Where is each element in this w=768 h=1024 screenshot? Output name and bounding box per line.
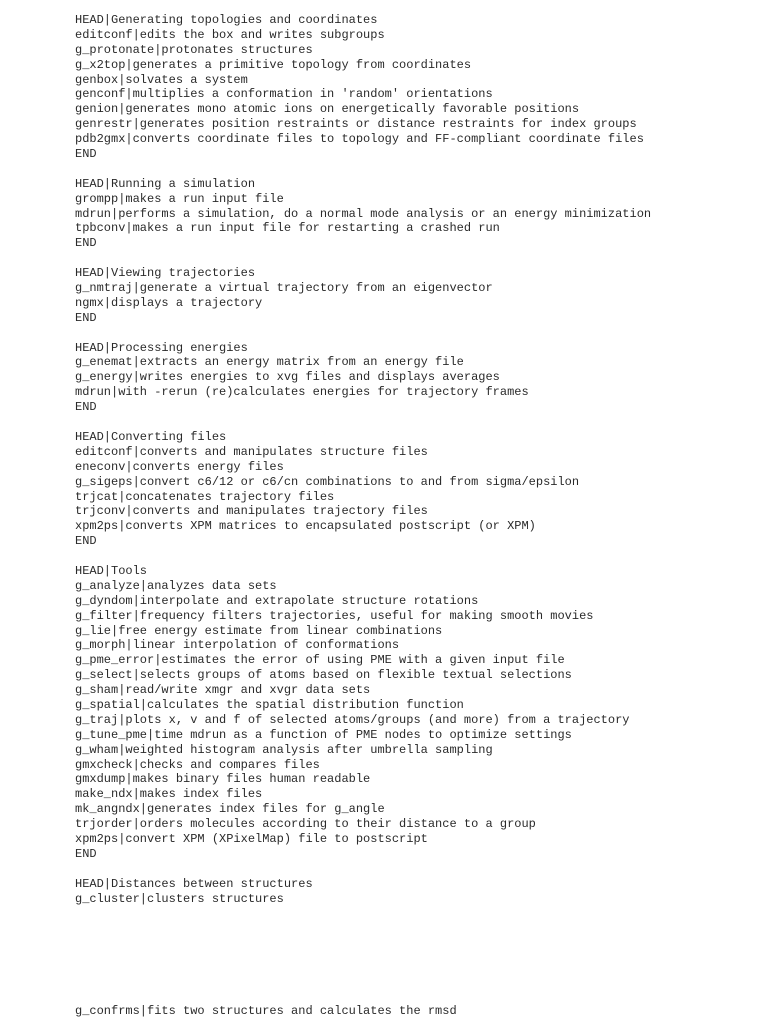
- program-entry: mdrun|performs a simulation, do a normal mode analysis or an energy minimization: [75, 206, 652, 221]
- section-header: HEAD|Running a simulation: [75, 176, 256, 191]
- program-entry: gmxcheck|checks and compares files: [75, 757, 320, 772]
- section-header: HEAD|Tools: [75, 563, 148, 578]
- section-end: END: [75, 310, 97, 325]
- program-entry: g_nmtraj|generate a virtual trajectory from an eigenvector: [75, 281, 493, 296]
- program-entry: g_traj|plots x, v and f of selected atoms/groups (and more) from a trajectory: [75, 712, 630, 727]
- section-continued: [75, 1004, 755, 1019]
- program-entry: g_analyze|analyzes data sets: [75, 578, 277, 593]
- program-entry: xpm2ps|convert XPM (XPixelMap) file to postscript: [75, 831, 428, 846]
- program-entry: make_ndx|makes index files: [75, 787, 263, 802]
- program-entry: g_pme_error|estimates the error of using PME with a given input file: [75, 653, 565, 668]
- program-entry: genbox|solvates a system: [75, 72, 248, 87]
- program-entry: g_sigeps|convert c6/12 or c6/cn combinations to and from sigma/epsilon: [75, 474, 580, 489]
- program-entry: g_morph|linear interpolation of conformations: [75, 638, 400, 653]
- program-entry: trjorder|orders molecules according to their distance to a group: [75, 817, 536, 832]
- program-entry: grompp|makes a run input file: [75, 191, 284, 206]
- program-entry: g_sham|read/write xmgr and xvgr data sets: [75, 683, 371, 698]
- program-entry: genion|generates mono atomic ions on energetically favorable positions: [75, 102, 580, 117]
- program-entry: g_filter|frequency filters trajectories, useful for making smooth movies: [75, 608, 594, 623]
- program-entry: genrestr|generates position restraints or distance restraints for index groups: [75, 117, 637, 132]
- program-entry: mdrun|with -rerun (re)calculates energies for trajectory frames: [75, 385, 529, 400]
- program-entry: g_x2top|generates a primitive topology from coordinates: [75, 57, 472, 72]
- section-distances-between-structures: [75, 877, 755, 907]
- program-entry: eneconv|converts energy files: [75, 459, 284, 474]
- section-header: HEAD|Converting files: [75, 429, 227, 444]
- program-entry: g_wham|weighted histogram analysis after umbrella sampling: [75, 742, 493, 757]
- program-entry: g_confrms|fits two structures and calculates the rmsd: [75, 1004, 457, 1019]
- program-entry: genconf|multiplies a conformation in 'random' orientations: [75, 87, 493, 102]
- program-entry: editconf|converts and manipulates structure files: [75, 444, 428, 459]
- section-end: END: [75, 534, 97, 549]
- program-entry: trjconv|converts and manipulates trajectory files: [75, 504, 428, 519]
- section-end: END: [75, 846, 97, 861]
- section-viewing-trajectories: [75, 266, 755, 326]
- program-entry: pdb2gmx|converts coordinate files to topology and FF-compliant coordinate files: [75, 132, 644, 147]
- program-entry: tpbconv|makes a run input file for restarting a crashed run: [75, 221, 500, 236]
- program-entry: trjcat|concatenates trajectory files: [75, 489, 335, 504]
- program-entry: g_tune_pme|time mdrun as a function of PME nodes to optimize settings: [75, 727, 572, 742]
- section-header: HEAD|Distances between structures: [75, 876, 313, 891]
- program-entry: xpm2ps|converts XPM matrices to encapsulated postscript (or XPM): [75, 519, 536, 534]
- program-entry: g_protonate|protonates structures: [75, 42, 313, 57]
- section-running-simulation: [75, 177, 755, 251]
- section-header: HEAD|Viewing trajectories: [75, 266, 256, 281]
- section-tools: [75, 564, 755, 862]
- program-entry: g_cluster|clusters structures: [75, 891, 284, 906]
- program-entry: g_spatial|calculates the spatial distribution function: [75, 697, 464, 712]
- section-end: END: [75, 400, 97, 415]
- section-converting-files: [75, 430, 755, 549]
- text-document: [75, 13, 755, 1019]
- section-header: HEAD|Generating topologies and coordinates: [75, 13, 378, 27]
- section-processing-energies: [75, 341, 755, 415]
- program-entry: g_select|selects groups of atoms based on flexible textual selections: [75, 668, 572, 683]
- section-generating-topologies: [75, 13, 755, 162]
- program-entry: mk_angndx|generates index files for g_angle: [75, 802, 385, 817]
- section-end: END: [75, 147, 97, 162]
- program-entry: editconf|edits the box and writes subgroups: [75, 27, 385, 42]
- section-header: HEAD|Processing energies: [75, 340, 248, 355]
- program-entry: g_energy|writes energies to xvg files and displays averages: [75, 370, 500, 385]
- program-entry: g_lie|free energy estimate from linear combinations: [75, 623, 443, 638]
- program-entry: g_enemat|extracts an energy matrix from an energy file: [75, 355, 464, 370]
- section-end: END: [75, 236, 97, 251]
- program-entry: g_dyndom|interpolate and extrapolate structure rotations: [75, 593, 479, 608]
- program-entry: ngmx|displays a trajectory: [75, 295, 263, 310]
- program-entry: gmxdump|makes binary files human readable: [75, 772, 371, 787]
